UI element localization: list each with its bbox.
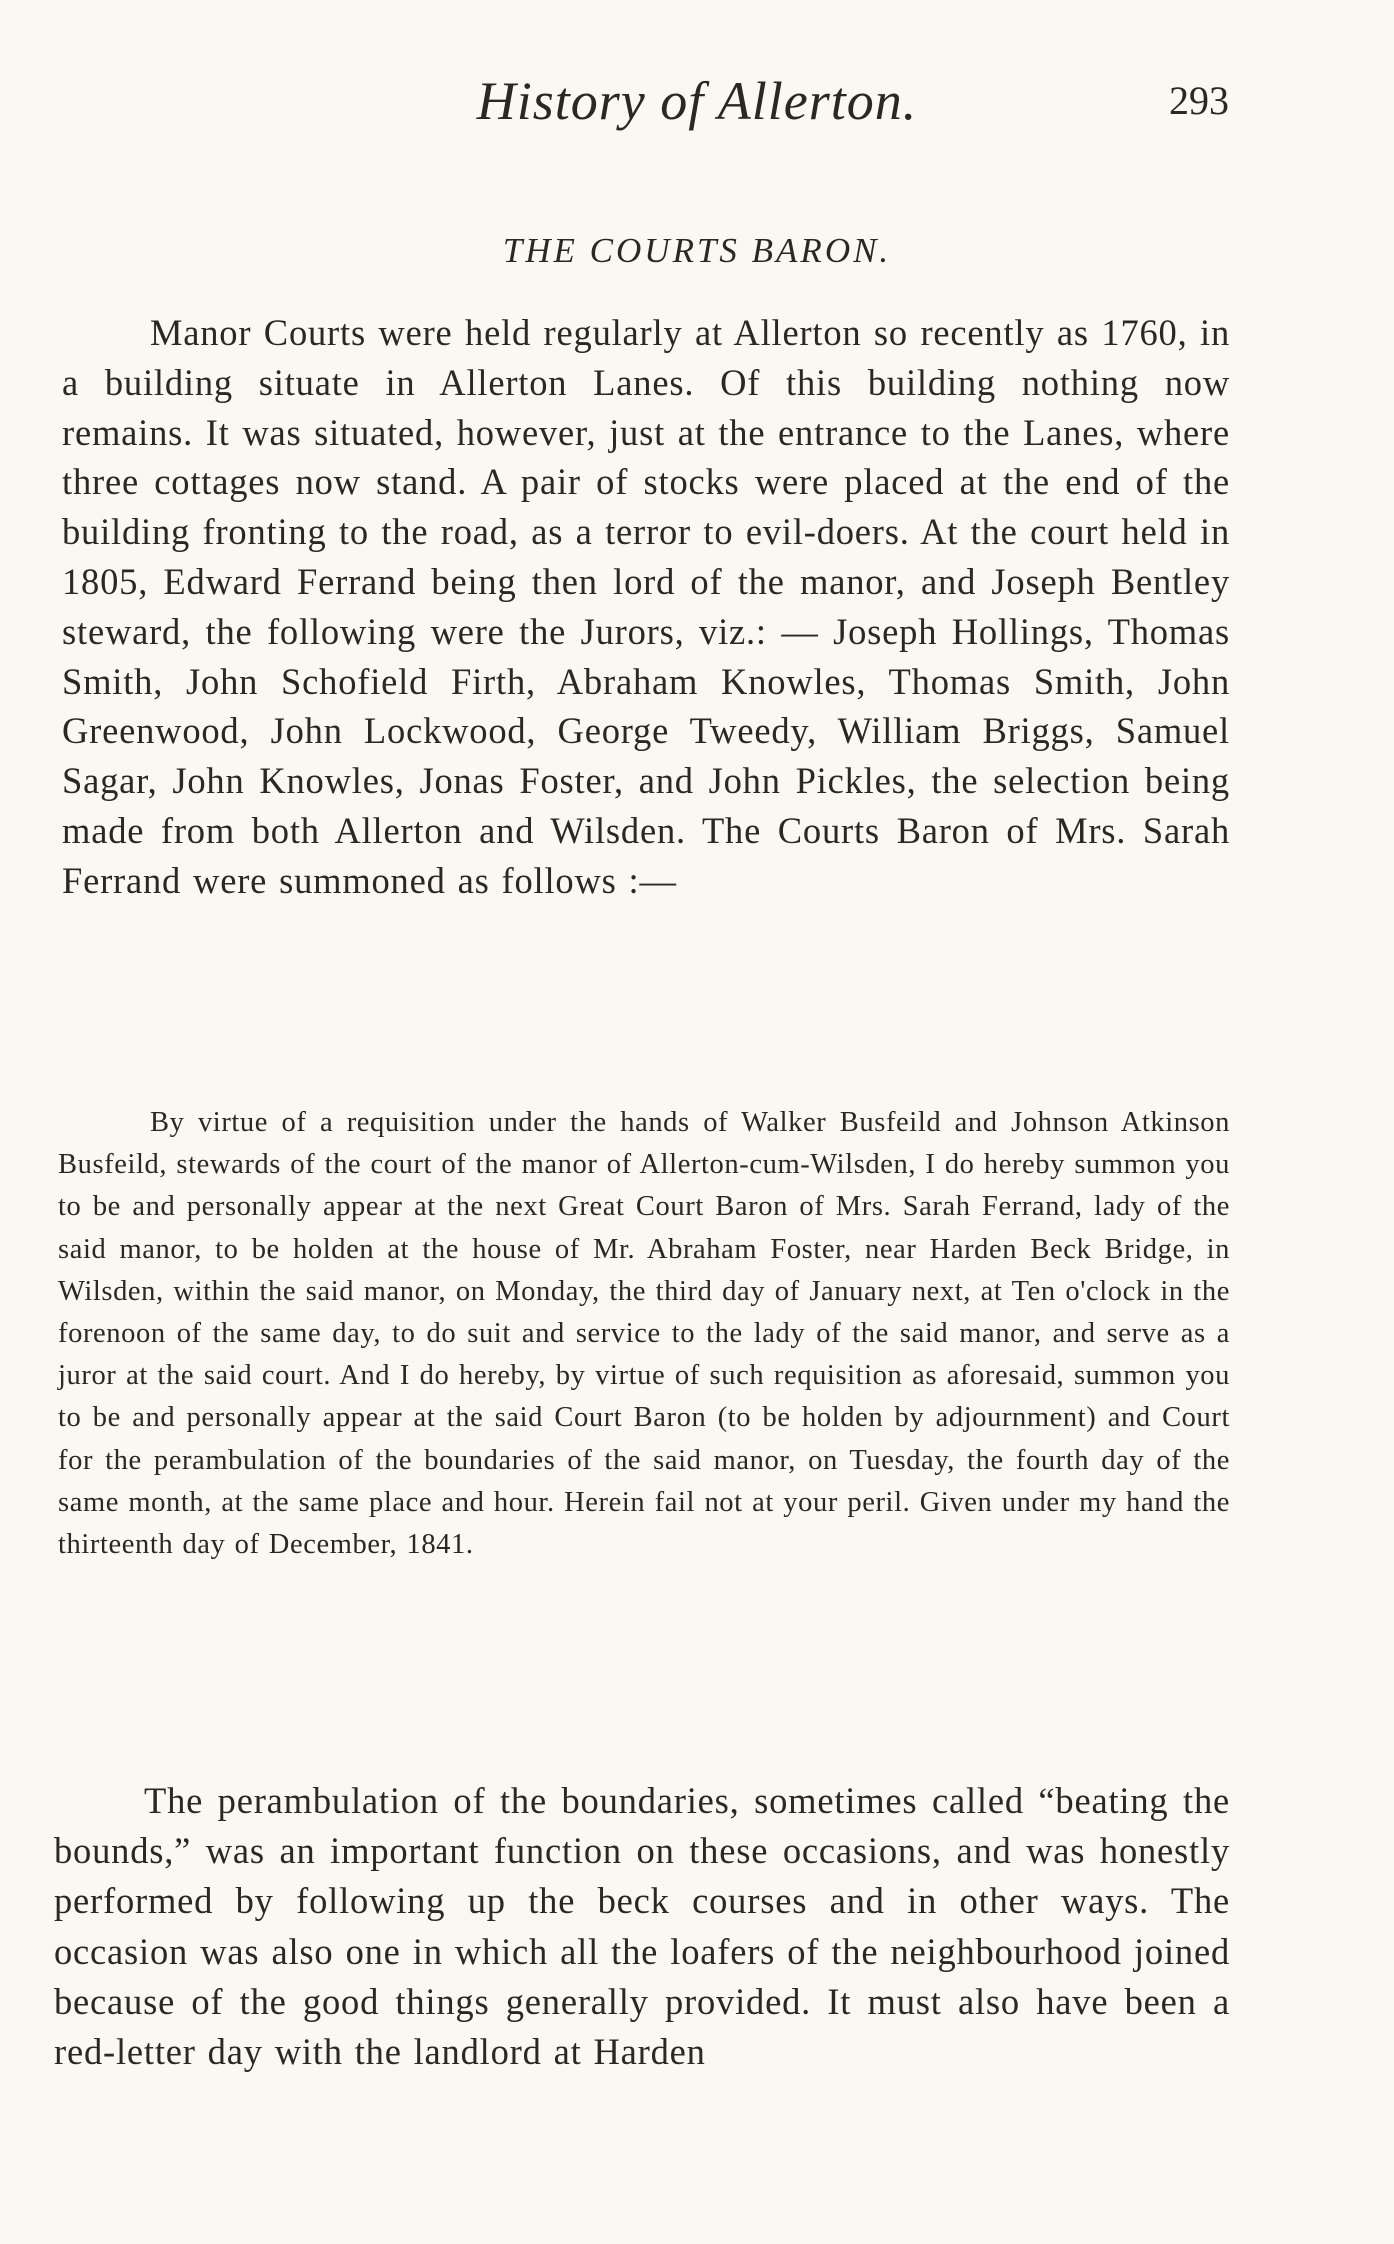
paragraph-text: Manor Courts were held regularly at Allerton so recently as 1760, in a building situate in Allerton Lanes. Of this building nothing now remains. It was situated, however, just at the entrance to the Lanes, where three cottages now stand. A pair of stocks were placed at the end of the building fronting to the road, as a terror to evil-doers. At the court held in 1805, Edward Ferrand being then lord of the manor, and Joseph Bentley steward, the following were the Jurors, viz.: — Joseph Hollings, Thomas Smith, John Schofield Firth, Abraham Knowles, Thomas Smith, John Greenwood, John Lockwood, George Tweedy, William Briggs, Samuel Sagar, John Knowles, Jonas Foster, and John Pickles, the selection being made from both Allerton and Wilsden. The Courts Baron of Mrs. Sarah Ferrand were summoned as follows :— [62, 312, 1230, 901]
page-number: 293 [1169, 78, 1229, 123]
running-head [0, 66, 1394, 136]
running-title: History of Allerton. [476, 71, 918, 131]
paragraph-text: The perambulation of the boundaries, sometimes called “beating the bounds,” was an important function on these occasions, and was honestly performed by following up the beck courses and in other ways. The occasion was also one in which all the loafers of the neighbourhood joined because of the good things generally provided. It must also have been a red-letter day with the landlord at Harden [54, 1780, 1230, 2073]
paragraph-perambulation [54, 1776, 1230, 2077]
section-heading: THE COURTS BARON. [502, 231, 892, 270]
summons-text: By virtue of a requisition under the hands of Walker Busfeild and Johnson Atkinson Busfeild, stewards of the court of the manor of Allerton-cum-Wilsden, I do hereby summon you to be and personally appear at the next Great Court Baron of Mrs. Sarah Ferrand, lady of the said manor, to be holden at the house of Mr. Abraham Foster, near Harden Beck Bridge, in Wilsden, within the said manor, on Monday, the third day of January next, at Ten o'clock in the forenoon of the same day, to do suit and service to the lady of the said manor, and serve as a juror at the said court. And I do hereby, by virtue of such requisition as aforesaid, summon you to be and personally appear at the said Court Baron (to be holden by adjournment) and Court for the perambulation of the boundaries of the said manor, on Tuesday, the fourth day of the same month, at the same place and hour. Herein fail not at your peril. Given under my hand the thirteenth day of December, 1841. [58, 1107, 1230, 1561]
summons-quotation [58, 1102, 1230, 1566]
paragraph-manor-courts [62, 308, 1230, 906]
